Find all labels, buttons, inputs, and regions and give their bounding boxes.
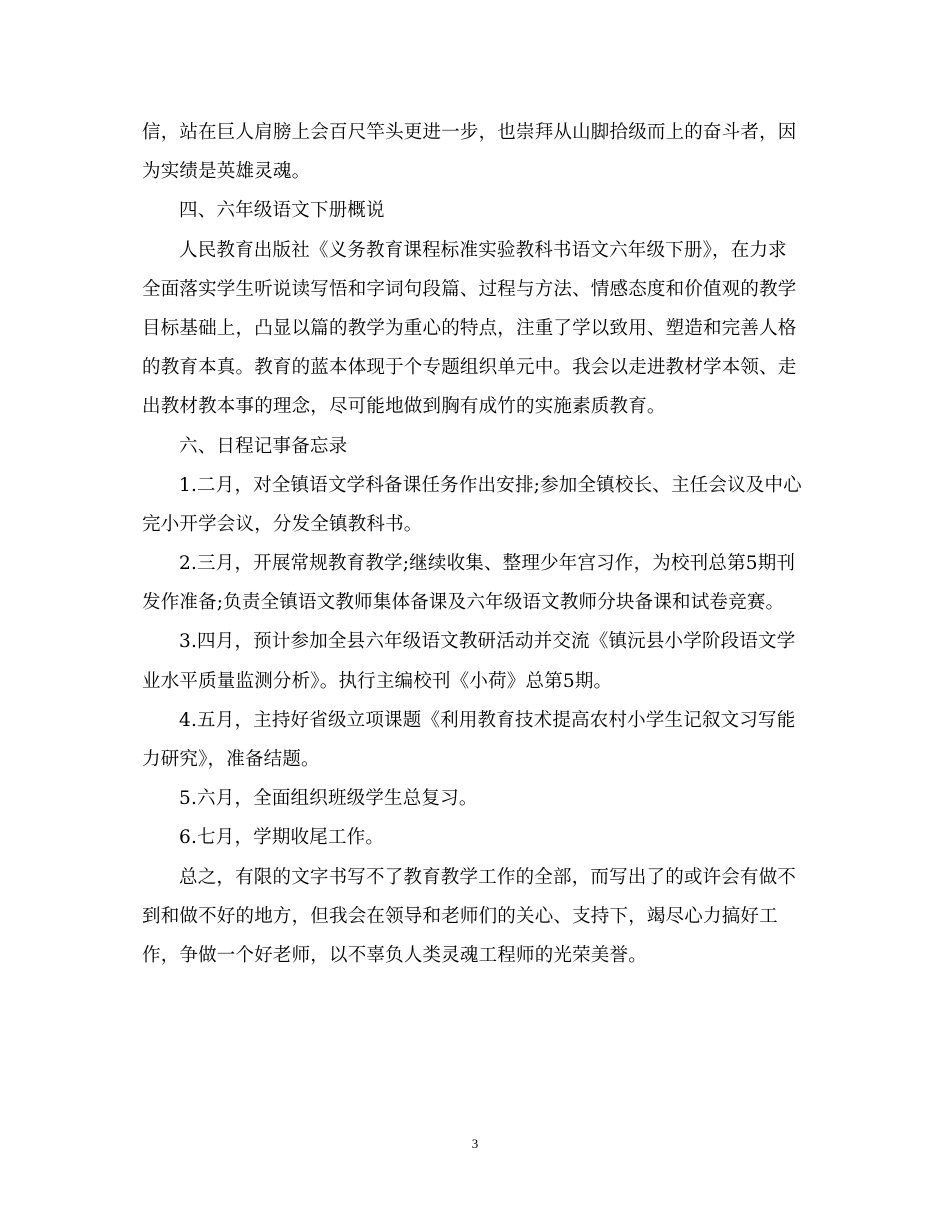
text-line: 3.四月，预计参加全县六年级语文教研活动并交流《镇沅县小学阶段语文学 bbox=[179, 631, 796, 653]
schedule-item-march bbox=[142, 544, 810, 622]
text-line: 作，争做一个好老师，以不辜负人类灵魂工程师的光荣美誉。 bbox=[142, 944, 647, 966]
text-line: 人民教育出版社《义务教育课程标准实验教科书语文六年级下册》，在力求 bbox=[179, 239, 787, 261]
section-heading: 六、日程记事备忘录 bbox=[179, 435, 348, 457]
schedule-item-june bbox=[142, 779, 810, 818]
text-line: 力研究》，准备结题。 bbox=[142, 749, 320, 770]
document-body bbox=[142, 113, 810, 975]
text-line: 4.五月，主持好省级立项课题《利用教育技术提高农村小学生记叙文习写能 bbox=[179, 709, 796, 731]
text-line: 出教材教本事的理念，尽可能地做到胸有成竹的实施素质教育。 bbox=[142, 396, 666, 418]
schedule-item-april bbox=[142, 622, 810, 700]
text-line: 总之，有限的文字书写不了教育教学工作的全部，而写出了的或许会有做不 bbox=[179, 866, 797, 888]
text-line: 全面落实学生听说读写悟和字词句段篇、过程与方法、情感态度和价值观的教学 bbox=[142, 278, 797, 300]
text-line: 的教育本真。教育的蓝本体现于个专题组织单元中。我会以走进教材学本领、走 bbox=[142, 357, 797, 379]
text-line: 1.二月，对全镇语文学科备课任务作出安排;参加全镇校长、主任会议及中心 bbox=[179, 474, 802, 496]
page-number: 3 bbox=[471, 1136, 479, 1151]
text-line: 信，站在巨人肩膀上会百尺竿头更进一步，也崇拜从山脚拾级而上的奋斗者，因 bbox=[142, 122, 797, 143]
section-heading-4 bbox=[142, 191, 810, 230]
paragraph-continuation bbox=[142, 113, 810, 191]
text-line: 5.六月，全面组织班级学生总复习。 bbox=[179, 788, 478, 810]
text-line: 到和做不好的地方，但我会在领导和老师们的关心、支持下，竭尽心力搞好工 bbox=[142, 905, 778, 927]
paragraph-conclusion bbox=[142, 858, 810, 976]
text-line: 6.七月，学期收尾工作。 bbox=[179, 827, 385, 849]
section-heading-6 bbox=[142, 427, 810, 466]
text-line: 完小开学会议，分发全镇教科书。 bbox=[142, 513, 423, 535]
section-heading: 四、六年级语文下册概说 bbox=[179, 200, 385, 222]
schedule-item-february bbox=[142, 466, 810, 544]
text-line: 发作准备;负责全镇语文教师集体备课及六年级语文教师分块备课和试卷竞赛。 bbox=[142, 592, 785, 614]
schedule-item-july bbox=[142, 818, 810, 857]
paragraph-textbook-overview bbox=[142, 231, 810, 427]
text-line: 为实绩是英雄灵魂。 bbox=[142, 161, 311, 183]
schedule-item-may bbox=[142, 701, 810, 779]
text-line: 2.三月，开展常规教育教学;继续收集、整理少年宫习作，为校刊总第5期刊 bbox=[179, 553, 796, 575]
text-line: 业水平质量监测分析》。执行主编校刊《小荷》总第5期。 bbox=[142, 670, 613, 692]
text-line: 目标基础上，凸显以篇的教学为重心的特点，注重了学以致用、塑造和完善人格 bbox=[142, 317, 797, 339]
